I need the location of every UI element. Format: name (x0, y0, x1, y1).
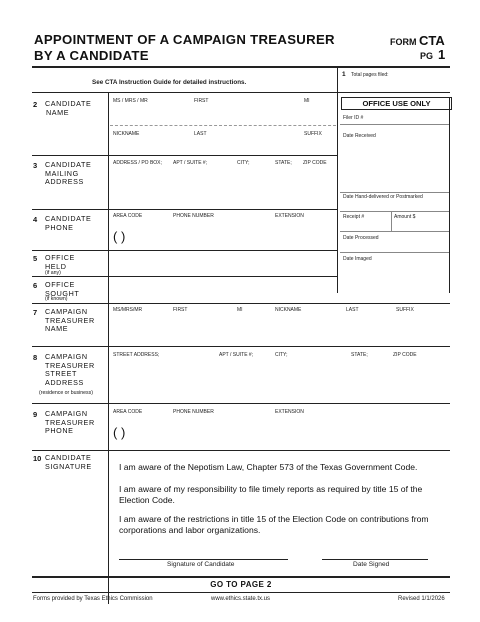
suffix-label: SUFFIX (304, 131, 322, 137)
office-divider (391, 211, 392, 231)
section-10-number: 10 (33, 454, 42, 463)
treasurer-nickname-label: NICKNAME (275, 307, 302, 313)
treasurer-area-code-parens: ( ) (113, 425, 126, 440)
treasurer-extension-label: EXTENSION (275, 409, 304, 415)
label-column-divider (108, 92, 109, 604)
treasurer-phone-input[interactable] (110, 416, 446, 446)
office-sought-note: (if known) (45, 296, 68, 302)
section-3-number: 3 (33, 161, 38, 170)
area-code-label: AREA CODE (113, 213, 143, 219)
zip-code-label: ZIP CODE (303, 160, 327, 166)
title-line-2: BY A CANDIDATE (34, 48, 149, 63)
date-processed-label: Date Processed (343, 235, 379, 241)
office-divider (340, 231, 450, 232)
reporting-statement: I am aware of my responsibility to file timely reports as required by title 15 of the Election Code. (119, 484, 423, 505)
apt-suite-label: APT / SUITE #; (173, 160, 208, 166)
title-line-1: APPOINTMENT OF A CAMPAIGN TREASURER (34, 32, 335, 47)
section-8-label: CAMPAIGN TREASURER STREET ADDRESS (45, 352, 95, 387)
candidate-last-name-input[interactable] (110, 137, 336, 152)
office-box-right-edge (449, 97, 450, 293)
treasurer-phone-number-label: PHONE NUMBER (173, 409, 214, 415)
form-title (34, 32, 364, 64)
date-hand-delivered-label: Date Hand-delivered or Postmarked (343, 194, 423, 200)
bottom-rule (32, 576, 450, 578)
instruction-text: See CTA Instruction Guide for detailed instructions. (92, 79, 247, 86)
office-use-title: OFFICE USE ONLY (341, 97, 452, 110)
row-divider (32, 346, 450, 347)
footer-revised: Revised 1/1/2026 (398, 596, 445, 602)
total-pages-number: 1 (342, 71, 346, 78)
date-received-label: Date Received (343, 133, 376, 139)
total-pages-label: Total pages filed: (351, 72, 389, 78)
section-5-number: 5 (33, 254, 38, 263)
date-imaged-label: Date Imaged (343, 256, 372, 262)
street-address-label: STREET ADDRESS; (113, 352, 160, 358)
total-pages-input[interactable] (364, 79, 444, 87)
section-7-number: 7 (33, 308, 38, 317)
treasurer-ms-label: MS/MRS/MR (113, 307, 143, 313)
office-held-note: (if any) (45, 270, 61, 276)
candidate-address-input[interactable] (110, 167, 336, 207)
section-2-label: CANDIDATE NAME (45, 99, 92, 117)
first-name-label: FIRST (194, 98, 209, 104)
form-label: FORM (390, 37, 417, 47)
office-divider (340, 211, 450, 212)
section-6-number: 6 (33, 281, 38, 290)
receipt-label: Receipt # (343, 214, 365, 220)
page-number: 1 (438, 47, 446, 62)
ms-mrs-mr-label: MS / MRS / MR (113, 98, 148, 104)
row-divider (32, 250, 338, 251)
row-divider (32, 155, 338, 156)
row-divider (32, 450, 450, 451)
section-9-label: CAMPAIGN TREASURER PHONE (45, 409, 95, 435)
row-divider (32, 276, 338, 277)
footer-rule (32, 592, 450, 593)
treasurer-zip-label: ZIP CODE (393, 352, 417, 358)
name-dashed-divider (110, 125, 336, 126)
office-column-divider (337, 67, 338, 293)
filer-id-label: Filer ID # (343, 115, 364, 121)
treasurer-first-label: FIRST (173, 307, 188, 313)
row-divider (32, 403, 450, 404)
city-label: CITY; (237, 160, 250, 166)
office-divider (340, 252, 450, 253)
page-label: PG (420, 51, 434, 61)
last-name-label: LAST (194, 131, 207, 137)
treasurer-state-label: STATE; (351, 352, 368, 358)
amount-label: Amount $ (394, 214, 416, 220)
section-4-number: 4 (33, 215, 38, 224)
treasurer-mi-label: MI (237, 307, 243, 313)
treasurer-last-label: LAST (346, 307, 359, 313)
row-divider (32, 92, 450, 93)
candidate-phone-input[interactable] (110, 220, 336, 246)
row-divider (32, 209, 338, 210)
section-10-label: CANDIDATE SIGNATURE (45, 453, 92, 471)
treasurer-area-code-label: AREA CODE (113, 409, 143, 415)
treasurer-city-label: CITY; (275, 352, 288, 358)
nickname-label: NICKNAME (113, 131, 140, 137)
address-label: ADDRESS / PO BOX; (113, 160, 162, 166)
footer-website[interactable]: www.ethics.state.tx.us (211, 596, 271, 602)
section-2-number: 2 (33, 100, 38, 109)
section-4-label: CANDIDATE PHONE (45, 214, 92, 232)
candidate-name-input[interactable] (110, 104, 336, 124)
row-divider (32, 303, 450, 304)
office-held-input[interactable] (110, 252, 336, 275)
office-divider (340, 192, 450, 193)
form-code: CTA (419, 33, 445, 48)
section-9-number: 9 (33, 410, 38, 419)
area-code-parens: ( ) (113, 229, 126, 244)
treasurer-address-input[interactable] (110, 359, 446, 401)
date-signed-line (322, 559, 428, 560)
section-8-number: 8 (33, 353, 38, 362)
header-rule (32, 66, 450, 68)
date-signed-label: Date Signed (353, 561, 390, 568)
section-3-label: CANDIDATE MAILING ADDRESS (45, 160, 92, 186)
office-sought-input[interactable] (110, 278, 446, 302)
mi-label: MI (304, 98, 310, 104)
nepotism-statement: I am aware of the Nepotism Law, Chapter 573 of the Texas Government Code. (119, 462, 418, 472)
signature-label: Signature of Candidate (167, 561, 235, 568)
treasurer-name-input[interactable] (110, 314, 446, 344)
section-7-label: CAMPAIGN TREASURER NAME (45, 307, 95, 333)
signature-line (119, 559, 288, 560)
treasurer-suffix-label: SUFFIX (396, 307, 414, 313)
signature-input[interactable] (119, 545, 288, 559)
date-signed-input[interactable] (322, 545, 428, 559)
contributions-statement: I am aware of the restrictions in title 15 of the Election Code on contributions from corporations and labor organizations. (119, 514, 429, 535)
treasurer-apt-label: APT / SUITE #; (219, 352, 254, 358)
extension-label: EXTENSION (275, 213, 304, 219)
phone-number-label: PHONE NUMBER (173, 213, 214, 219)
section-5-label: OFFICE HELD (45, 253, 75, 271)
footer-provider: Forms provided by Texas Ethics Commission (33, 596, 153, 602)
residence-or-business-note: (residence or business) (39, 390, 93, 396)
state-label: STATE; (275, 160, 292, 166)
section-6-label: OFFICE SOUGHT (45, 280, 80, 298)
go-to-page-2: GO TO PAGE 2 (210, 580, 272, 589)
office-divider (340, 124, 450, 125)
